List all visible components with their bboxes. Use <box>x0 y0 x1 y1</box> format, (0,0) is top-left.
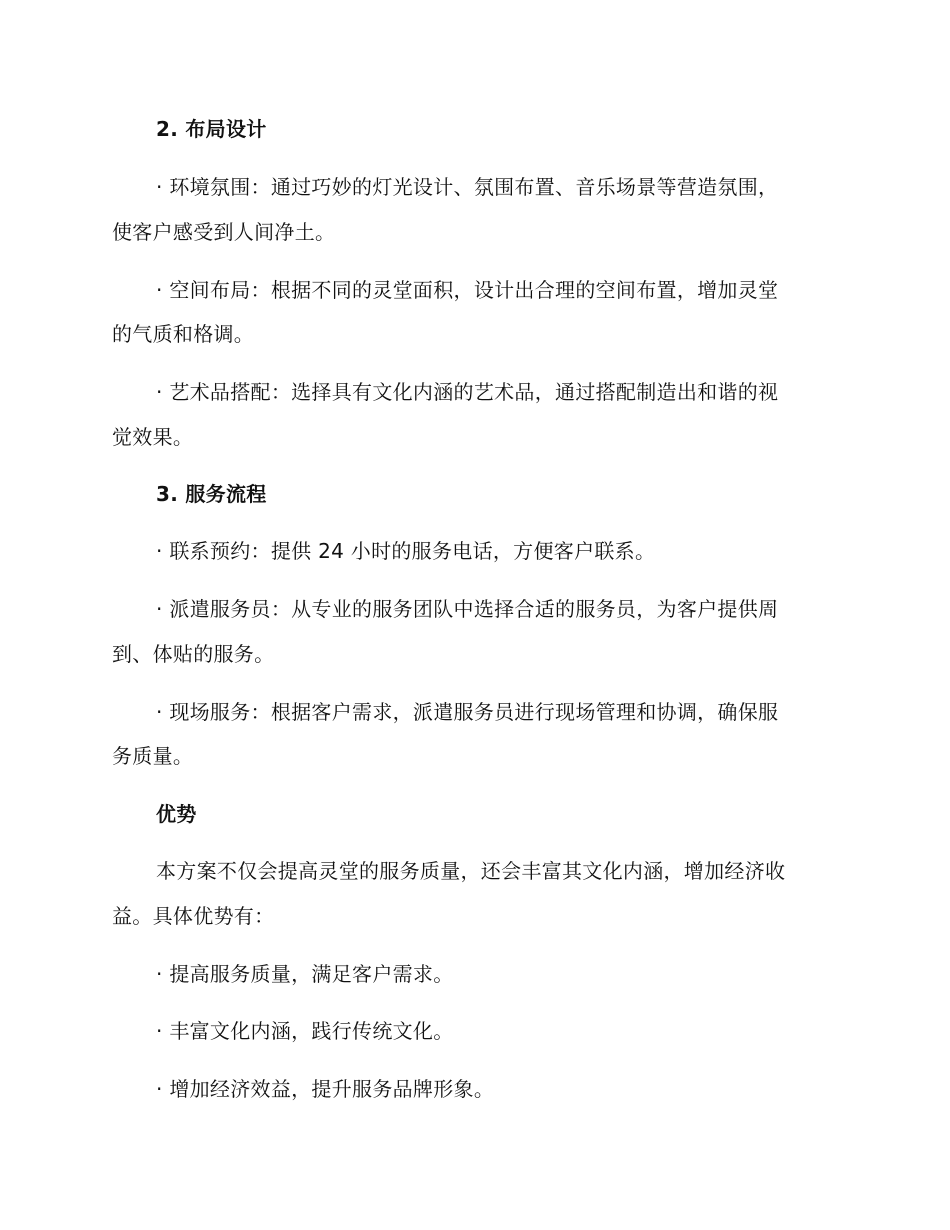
bullet-onsite-service-line2: 务质量。 <box>112 744 194 768</box>
section-heading-layout: 2. 布局设计 <box>156 117 267 141</box>
advantage-intro-line1: 本方案不仅会提高灵堂的服务质量，还会丰富其文化内涵，增加经济收 <box>156 859 786 883</box>
bullet-dispatch-staff-line2: 到、体贴的服务。 <box>112 642 275 666</box>
advantage-intro-line2: 益。具体优势有： <box>112 904 275 928</box>
advantage-item-economy: · 增加经济效益，提升服务品牌形象。 <box>156 1077 495 1101</box>
bullet-space-layout-line1: · 空间布局：根据不同的灵堂面积，设计出合理的空间布置，增加灵堂 <box>156 278 779 302</box>
bullet-space-layout-line2: 的气质和格调。 <box>112 322 255 346</box>
bullet-ambience-line1: · 环境氛围：通过巧妙的灯光设计、氛围布置、音乐场景等营造氛围， <box>156 175 779 199</box>
bullet-onsite-service-line1: · 现场服务：根据客户需求，派遣服务员进行现场管理和协调，确保服 <box>156 700 779 724</box>
bullet-artwork-line2: 觉效果。 <box>112 425 194 449</box>
section-heading-advantage: 优势 <box>156 802 197 826</box>
advantage-item-quality: · 提高服务质量，满足客户需求。 <box>156 962 454 986</box>
bullet-contact-booking: · 联系预约：提供 24 小时的服务电话，方便客户联系。 <box>156 539 656 563</box>
section-heading-process: 3. 服务流程 <box>156 482 267 506</box>
bullet-dispatch-staff-line1: · 派遣服务员：从专业的服务团队中选择合适的服务员，为客户提供周 <box>156 597 779 621</box>
bullet-ambience-line2: 使客户感受到人间净土。 <box>112 220 336 244</box>
bullet-artwork-line1: · 艺术品搭配：选择具有文化内涵的艺术品，通过搭配制造出和谐的视 <box>156 380 779 404</box>
advantage-item-culture: · 丰富文化内涵，践行传统文化。 <box>156 1019 454 1043</box>
